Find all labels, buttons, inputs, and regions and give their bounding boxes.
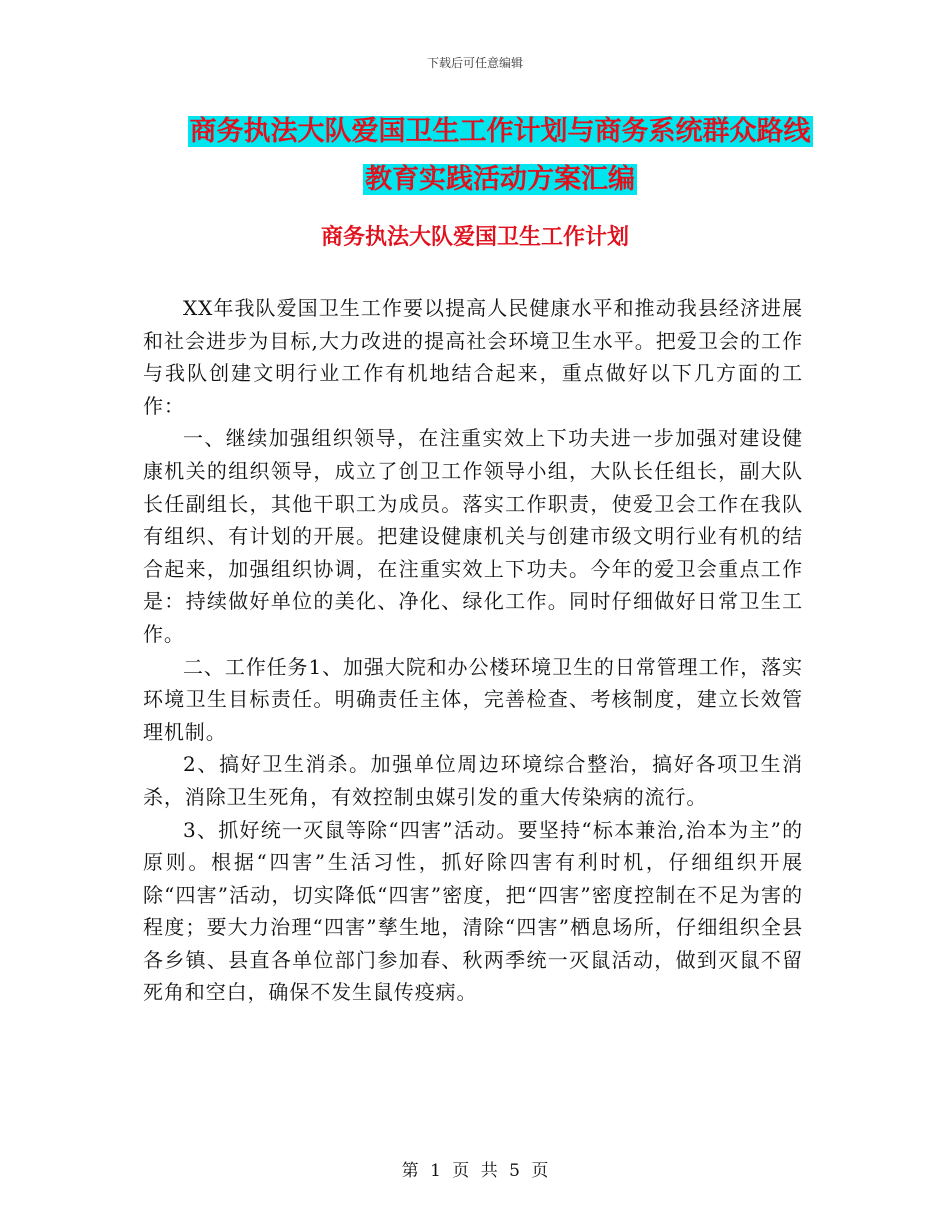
paragraph-tasks: 二、工作任务1、加强大院和办公楼环境卫生的日常管理工作，落实环境卫生目标责任。明确责任主体，完善检查、考核制度，建立长效管理机制。 bbox=[143, 654, 803, 744]
paragraph-disinfection: 2、搞好卫生消杀。加强单位周边环境综合整治，搞好各项卫生消杀，消除卫生死角，有效控制虫媒引发的重大传染病的流行。 bbox=[143, 752, 803, 809]
main-title-line-1: 商务执法大队爱国卫生工作计划与商务系统群众路线 bbox=[189, 116, 811, 147]
document-main-title bbox=[140, 108, 860, 204]
page-number-footer: 第 1 页 共 5 页 bbox=[401, 1161, 549, 1181]
main-title-line-2: 教育实践活动方案汇编 bbox=[365, 164, 635, 195]
paragraph-pest-control: 3、抓好统一灭鼠等除“四害”活动。要坚持“标本兼治,治本为主”的原则。根据“四害”生活习性，抓好除四害有利时机，仔细组织开展除“四害”活动，切实降低“四害”密度，把“四害”密度控制在不足为害的程度；要大力治理“四害”孳生地，清除“四害”栖息场所，仔细组织全县各乡镇、县直各单位部门参加春、秋两季统一灭鼠活动，做到灭鼠不留死角和空白，确保不发生鼠传疫病。 bbox=[143, 817, 803, 1005]
paragraph-intro: XX年我队爱国卫生工作要以提高人民健康水平和推动我县经济进展和社会进步为目标,大力改进的提高社会环境卫生水平。把爱卫会的工作与我队创建文明行业工作有机地结合起来，重点做好以下几方面的工作： bbox=[143, 296, 803, 418]
header-note: 下载后可任意编辑 bbox=[426, 56, 523, 70]
section-title: 商务执法大队爱国卫生工作计划 bbox=[320, 225, 629, 250]
paragraph-organization: 一、继续加强组织领导，在注重实效上下功夫进一步加强对建设健康机关的组织领导，成立了创卫工作领导小组，大队长任组长，副大队长任副组长，其他干职工为成员。落实工作职责，使爱卫会工作在我队有组织、有计划的开展。把建设健康机关与创建市级文明行业有机的结合起来，加强组织协调，在注重实效上下功夫。今年的爱卫会重点工作是：持续做好单位的美化、净化、绿化工作。同时仔细做好日常卫生工作。 bbox=[143, 426, 803, 646]
document-body bbox=[143, 292, 803, 1009]
